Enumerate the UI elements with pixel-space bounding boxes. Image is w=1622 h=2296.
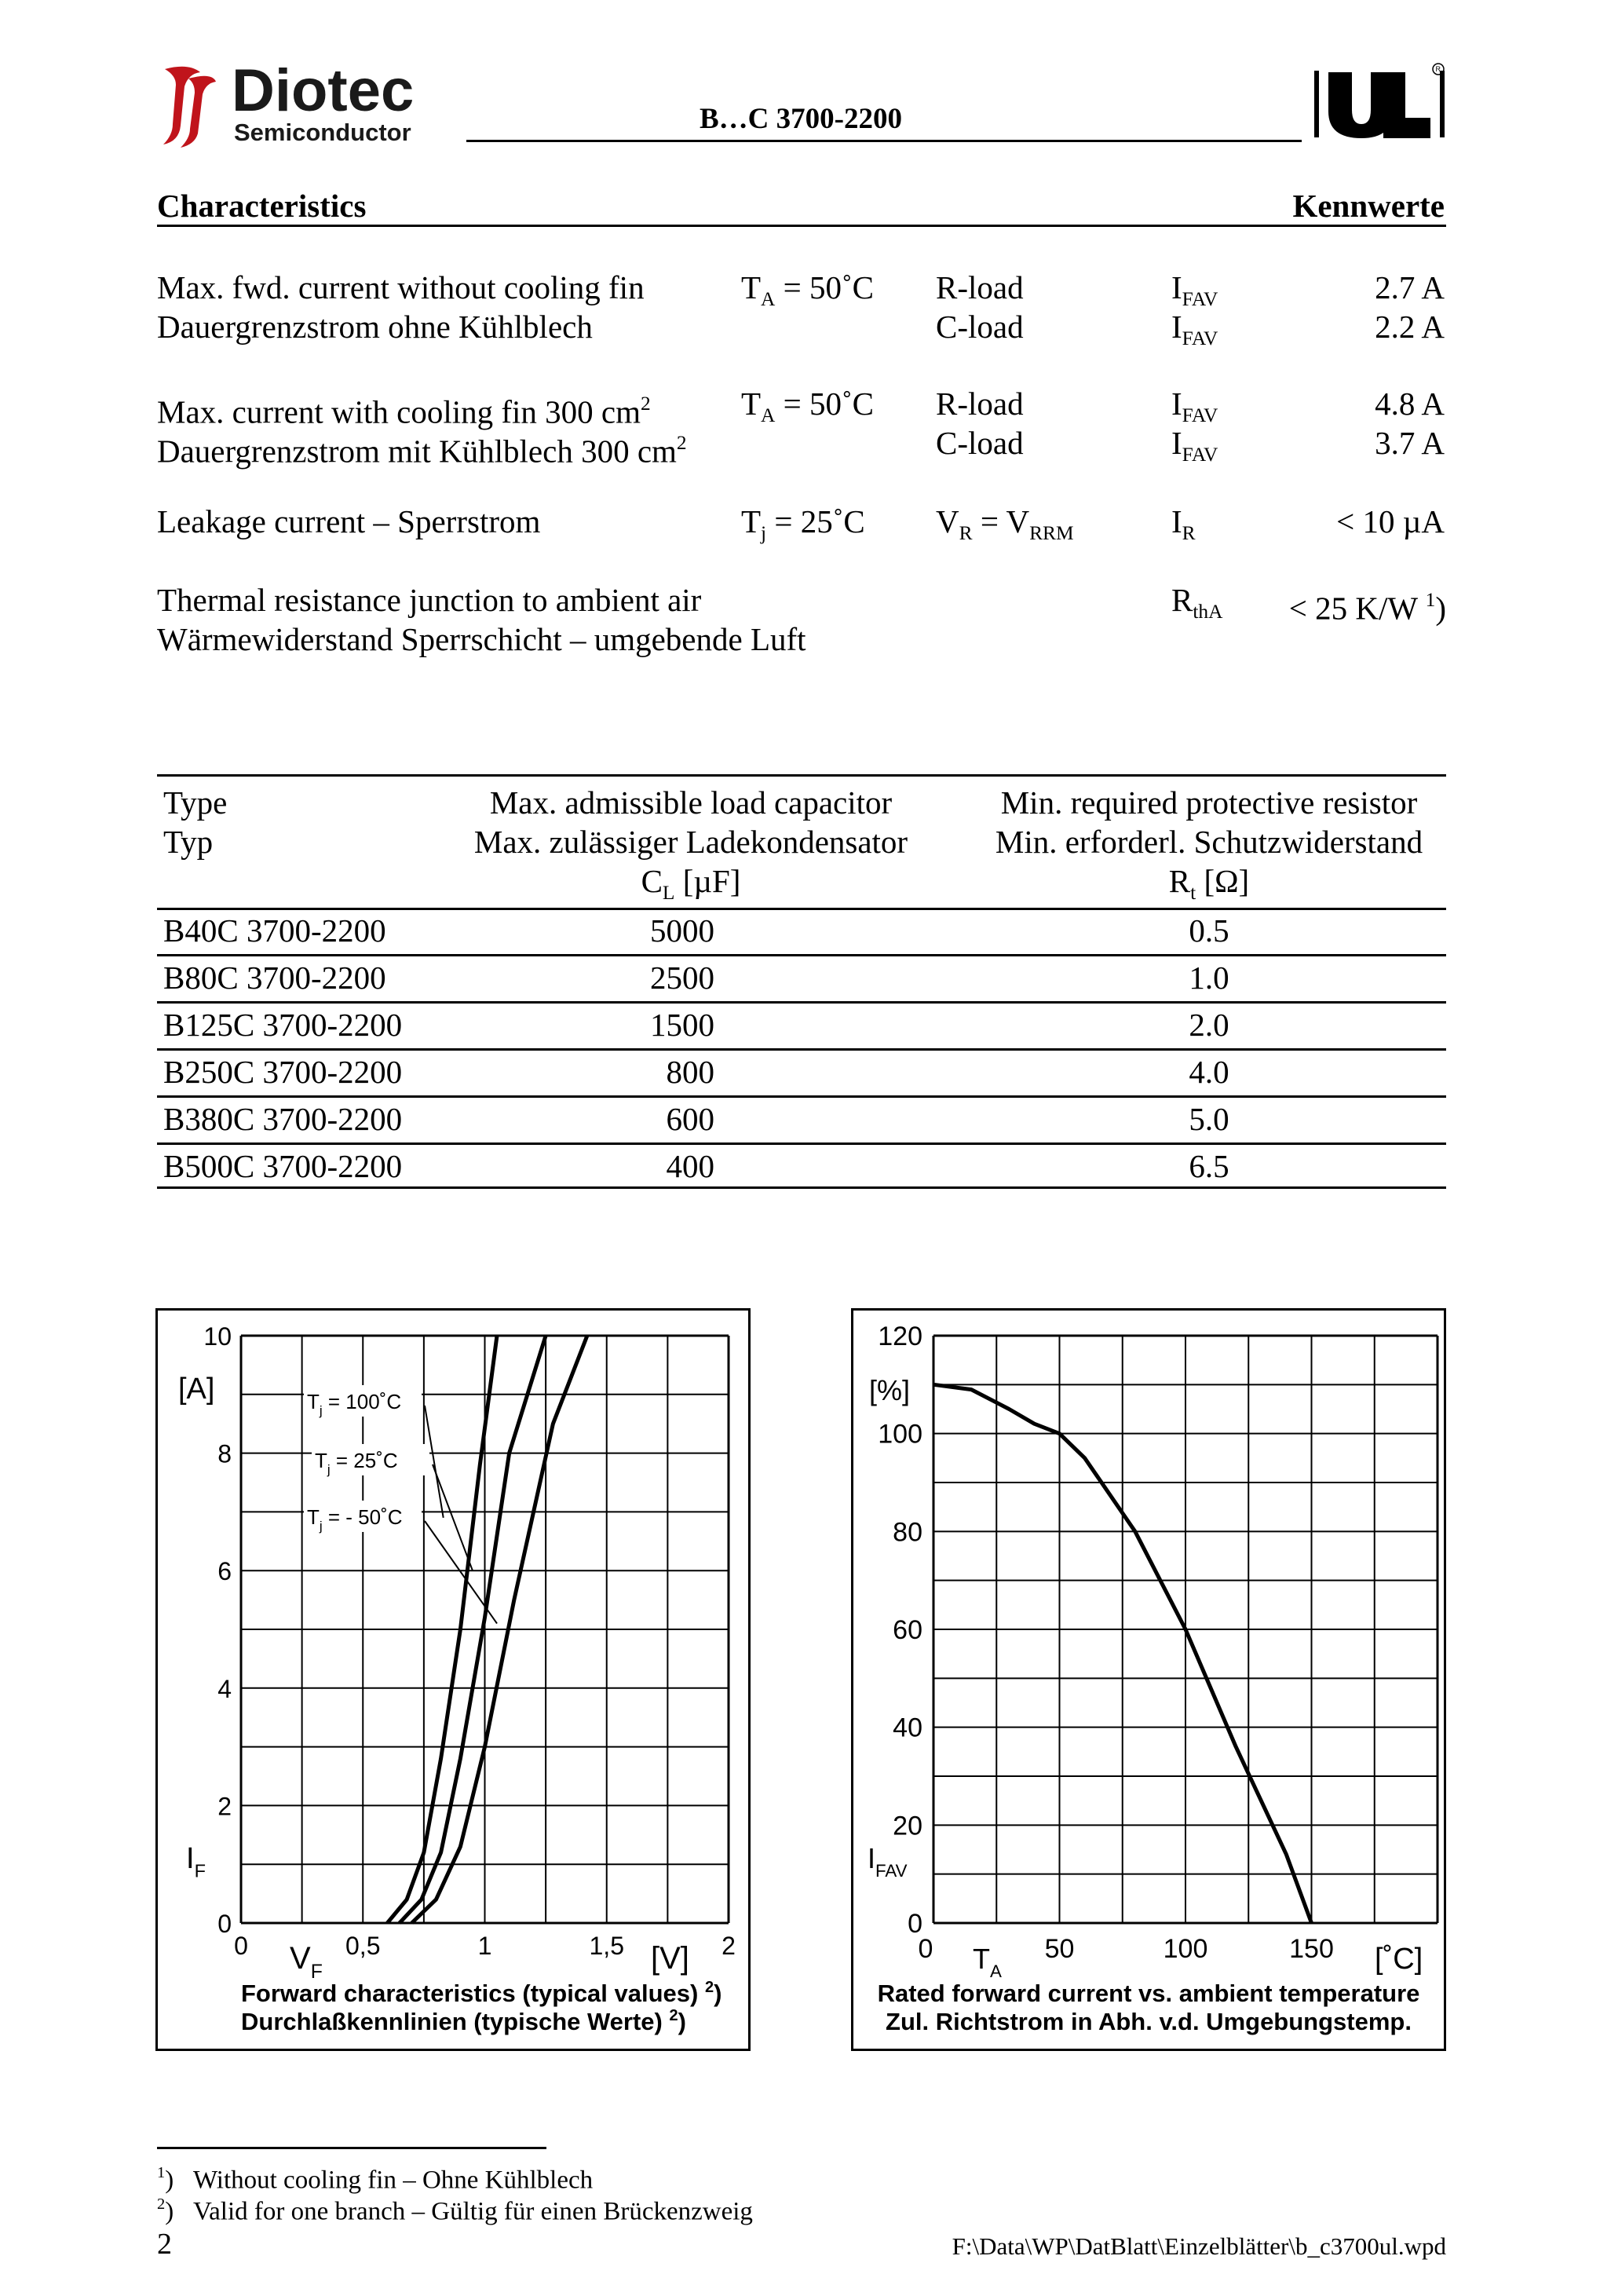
x-tick-label: 0	[234, 1932, 248, 1960]
col-header-cap-de: Max. zulässiger Ladekondensator	[473, 824, 908, 860]
cell-type: B250C 3700-2200	[163, 1054, 403, 1090]
footnote-1: $^1$) Without cooling fin – Ohne Kühlblech	[157, 2164, 594, 2195]
col-header-type-de: Typ	[163, 824, 214, 860]
header-rule	[466, 140, 1302, 142]
cell-type: B125C 3700-2200	[163, 1007, 403, 1043]
spec-label-de: Wärmewiderstand Sperrschicht – umgebende Luft	[157, 621, 806, 657]
spec-label-de: Dauergrenzstrom mit Kühlblech 300 $cm^2$	[157, 432, 687, 470]
spec-symbol: $I_{FAV}$	[1171, 269, 1218, 310]
table-header-rule	[157, 908, 1446, 910]
spec-value-text: < 25 K/W	[1288, 590, 1426, 627]
x-tick-label: 0,5	[345, 1932, 381, 1960]
chart-forward-svg	[158, 1311, 748, 2049]
series-label: $T_j$ = - 50˚C	[307, 1505, 403, 1534]
diotec-logo-mark	[157, 63, 220, 149]
spec-symbol: $R_{thA}$	[1171, 582, 1223, 623]
spec-symbol: $I_{FAV}$	[1171, 425, 1218, 466]
file-path: F:\Data\WP\DatBlatt\Einzelblätter\b_c3700ul.wpd	[952, 2232, 1446, 2260]
y-tick-label: 2	[217, 1792, 232, 1821]
table-row-rule	[157, 1001, 1446, 1004]
diotec-logo	[157, 57, 440, 149]
y-tick-label: 10	[203, 1322, 232, 1351]
cell-cap: 400	[666, 1148, 714, 1184]
footnote-rule	[157, 2147, 546, 2149]
cell-cap: 5000	[650, 912, 714, 949]
x-tick-label: 0	[918, 1934, 933, 1964]
spec-condition-value: = 50˚C	[783, 269, 875, 305]
table-top-rule	[157, 774, 1446, 777]
spec-label-en: Max. fwd. current without cooling fin	[157, 269, 645, 305]
cell-res: 2.0	[1189, 1007, 1229, 1043]
y-tick-label: 8	[217, 1439, 232, 1468]
section-title-en: Characteristics	[157, 188, 367, 224]
spec-symbol: $I_R$	[1171, 503, 1196, 544]
y-axis-label: $I_{FAV}$	[868, 1842, 908, 1881]
y-tick-label: 0	[217, 1910, 232, 1938]
cell-res: 4.0	[1189, 1054, 1229, 1090]
brand-name: Diotec	[232, 57, 415, 124]
spec-condition-value: = 50˚C	[783, 386, 875, 422]
table-row-rule	[157, 1143, 1446, 1145]
y-tick-label: 120	[878, 1322, 922, 1351]
footnote-1-text: Without cooling fin – Ohne Kühlblech	[192, 2166, 594, 2195]
col-header-res-de: Min. erforderl. Schutzwiderstand	[995, 824, 1423, 860]
spec-value: 2.7 A	[1375, 269, 1445, 305]
spec-label-de-text: Dauergrenzstrom mit Kühlblech 300 cm	[157, 433, 677, 470]
res-unit-text: [Ω]	[1204, 863, 1250, 899]
footnote-2-text: Valid for one branch – Gültig für einen Brückenzweig	[192, 2197, 753, 2226]
spec-condition: $T_j$ = 25˚C	[741, 503, 865, 544]
chart-caption-en: Rated forward current vs. ambient temperature	[877, 1980, 1420, 2007]
col-header-cap-unit: $C_L$ [µF]	[641, 863, 741, 904]
cell-cap: 800	[666, 1054, 714, 1090]
spec-load-c: C-load	[936, 425, 1024, 461]
spec-label-en: Leakage current – Sperrstrom	[157, 503, 541, 539]
x-tick-label: 100	[1163, 1934, 1208, 1964]
col-header-cap-en: Max. admissible load capacitor	[489, 784, 893, 821]
spec-voltage-cond: $V_R = V_{RRM}$	[936, 503, 1074, 544]
table-row-rule	[157, 1095, 1446, 1098]
cell-res: 5.0	[1189, 1101, 1229, 1137]
ul-certification-logo	[1313, 63, 1446, 141]
x-tick-label: 1	[477, 1932, 492, 1960]
x-unit-label: [V]	[651, 1941, 689, 1976]
spec-value: 3.7 A	[1375, 425, 1445, 461]
spec-value: 4.8 A	[1375, 386, 1445, 422]
spec-condition: $T_A$ = 50˚C	[741, 386, 875, 426]
y-tick-label: 80	[893, 1517, 922, 1548]
document-title: B…C 3700-2200	[700, 103, 902, 135]
y-axis-label: $I_F$	[186, 1842, 206, 1881]
cell-type: B80C 3700-2200	[163, 960, 386, 996]
section-title-de: Kennwerte	[1292, 188, 1445, 224]
x-tick-label: 1,5	[589, 1932, 624, 1960]
y-tick-label: 60	[893, 1615, 922, 1645]
y-unit-label: [A]	[178, 1373, 215, 1406]
cell-type: B40C 3700-2200	[163, 912, 386, 949]
chart-caption-en: Forward characteristics (typical values) $^2$)	[241, 1979, 722, 2007]
spec-value: < 25 K/W $^1$)	[1288, 589, 1446, 627]
spec-load-c: C-load	[936, 309, 1024, 345]
y-tick-label: 4	[217, 1674, 232, 1703]
y-tick-label: 40	[893, 1713, 922, 1743]
cap-unit-text: [µF]	[682, 863, 741, 899]
y-tick-label: 20	[893, 1811, 922, 1841]
series-label-leader	[425, 1521, 497, 1624]
x-tick-label: 2	[721, 1932, 736, 1960]
footnote-2: $^2$) Valid for one branch – Gültig für einen Brückenzweig	[157, 2195, 753, 2226]
chart-derating	[851, 1308, 1446, 2051]
cell-cap: 1500	[650, 1007, 714, 1043]
y-unit-label: [%]	[869, 1374, 911, 1406]
table-row-rule	[157, 1048, 1446, 1051]
svg-text:R: R	[1435, 65, 1441, 73]
y-tick-label: 0	[908, 1909, 922, 1939]
y-tick-label: 6	[217, 1557, 232, 1586]
brand-subtitle: Semiconductor	[234, 119, 411, 146]
series-label: $T_j$ = 100˚C	[307, 1390, 402, 1418]
table-row-rule	[157, 954, 1446, 956]
spec-value: < 10 µA	[1336, 503, 1445, 539]
table-bottom-rule	[157, 1186, 1446, 1189]
spec-load-r: R-load	[936, 386, 1024, 422]
col-header-type-en: Type	[163, 784, 228, 821]
chart-caption-de: Durchlaßkennlinien (typische Werte) $^2$)	[241, 2007, 686, 2035]
series-label: $T_j$ = 25˚C	[315, 1449, 398, 1477]
page-number: 2	[157, 2228, 172, 2261]
chart-caption-de: Zul. Richtstrom in Abh. v.d. Umgebungstemp.	[886, 2008, 1412, 2035]
chart-derating-svg	[853, 1311, 1444, 2049]
x-tick-label: 50	[1044, 1934, 1075, 1964]
spec-label-en-text: Max. current with cooling fin 300 cm	[157, 393, 641, 430]
cell-type: B500C 3700-2200	[163, 1148, 403, 1184]
col-header-res-en: Min. required protective resistor	[1000, 784, 1418, 821]
cell-type: B380C 3700-2200	[163, 1101, 403, 1137]
cell-res: 0.5	[1189, 912, 1229, 949]
y-tick-label: 100	[878, 1419, 922, 1450]
cell-res: 6.5	[1189, 1148, 1229, 1184]
x-axis-label: $T_A$	[973, 1943, 1002, 1981]
spec-condition: $T_A$ = 50˚C	[741, 269, 875, 310]
spec-load-r: R-load	[936, 269, 1024, 305]
spec-value: 2.2 A	[1375, 309, 1445, 345]
col-header-res-unit: $R_t$ [Ω]	[1168, 863, 1250, 904]
spec-symbol: $I_{FAV}$	[1171, 309, 1218, 349]
cell-cap: 600	[666, 1101, 714, 1137]
x-tick-label: 150	[1289, 1934, 1334, 1964]
x-unit-label: [˚C]	[1375, 1943, 1423, 1976]
spec-label-de: Dauergrenzstrom ohne Kühlblech	[157, 309, 593, 345]
section-rule	[157, 225, 1446, 227]
cell-cap: 2500	[650, 960, 714, 996]
x-axis-label: $V_F$	[290, 1941, 323, 1983]
spec-condition-value: = 25˚C	[774, 503, 865, 539]
spec-label-en: Max. current with cooling fin 300 $cm^2$	[157, 393, 651, 430]
spec-label-en: Thermal resistance junction to ambient air	[157, 582, 702, 618]
cell-res: 1.0	[1189, 960, 1229, 996]
series-label-leader	[433, 1464, 473, 1570]
chart-forward-characteristics	[155, 1308, 751, 2051]
spec-symbol: $I_{FAV}$	[1171, 386, 1218, 426]
